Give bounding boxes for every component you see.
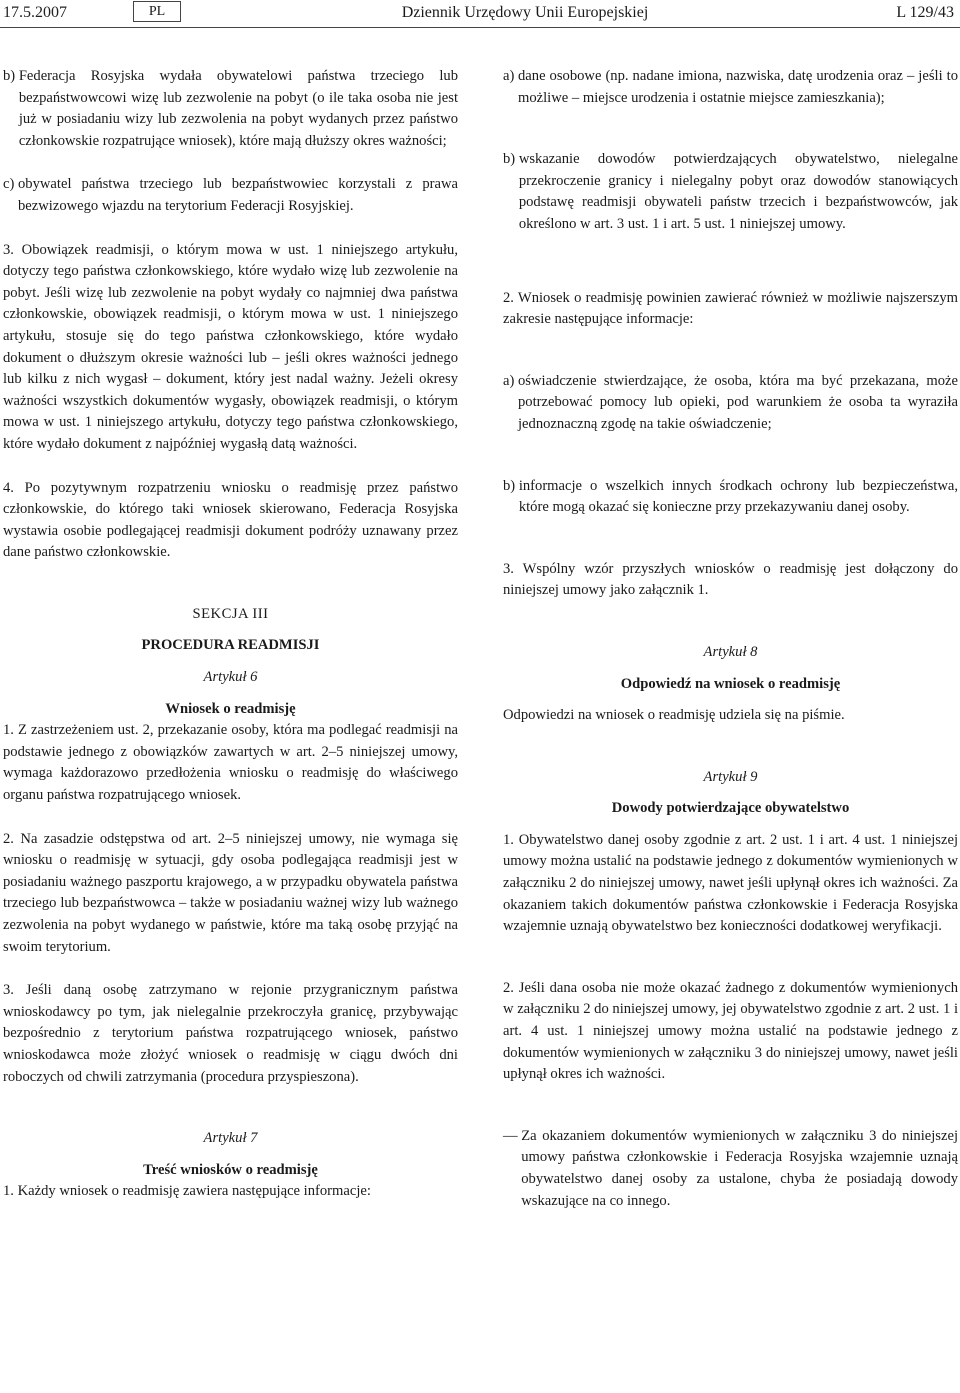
list-item-text: obywatel państwa trzeciego lub bezpaństwowiec korzystali z prawa bezwizowego wjazdu na terytorium Federacji Rosyjskiej.: [18, 176, 458, 214]
dash-item: [503, 1126, 958, 1212]
article-6-paragraph-3: 3. Jeśli daną osobę zatrzymano w rejonie przygranicznym państwa wnioskodawcy po tym, jak nielegalnie przekroczyła granicę, przybywając bezpośrednio z terytorium państwa rozpatrującego wniosek, państwo wnioskodawca może złożyć wniosek o readmisję w ciągu dwóch dni roboczych od chwili zatrzymania (procedura przyspieszona).: [3, 982, 458, 1085]
list-item-text: Federacja Rosyjska wydała obywatelowi państwa trzeciego lub bezpaństwowcowi wizę lub zezwolenie na pobyt (o ile taka osoba nie jest już w posiadaniu wizy lub zezwolenia na pobyt wydanych przez państwo członkowskie rozpatrujące wniosek), które mają dłuższy okres ważności;: [18, 68, 458, 149]
article-9-paragraph-1: 1. Obywatelstwo danej osoby zgodnie z art. 2 ust. 1 i art. 4 ust. 1 niniejszej umowy można ustalić na podstawie jednego z dokumentów wymienionych w załączniku 2 do niniejszej umowy, nawet jeśli upłynął okres ich ważności. Za okazaniem takich dokumentów państwa członkowskie i Federacja Rosyjska wzajemnie uznają obywatelstwo bez konieczności dodatkowej weryfikacji.: [503, 831, 958, 935]
list-marker: b): [503, 151, 519, 168]
article-8-label: Artykuł 8: [703, 643, 758, 660]
list-item-text: oświadczenie stwierdzające, że osoba, która ma być przekazana, może potrzebować pomocy lub opieki, pod warunkiem że osoba ta wyraziła jednoznaczną zgodę na takie oświadczenie;: [518, 372, 958, 432]
list-marker: b): [503, 477, 519, 494]
list-item-text: wskazanie dowodów potwierdzających obywatelstwo, nielegalne przekroczenie granicy i nielegalny pobyt oraz dowodów stanowiących podstawę readmisji obywateli państw trzecich i bezpaństwowców, jak określono w art. 3 ust. 1 i art. 5 ust. 1 niniejszej umowy.: [518, 151, 958, 232]
list-item-b2: [503, 476, 958, 519]
article-9-paragraph-2: 2. Jeśli dana osoba nie może okazać żadnego z dokumentów wymienionych w załączniku 2 do niniejszej umowy, jej obywatelstwo zgodnie z art. 2 ust. 1 i art. 4 ust. 1 niniejszej umowy można ustalić na podstawie jednego z dokumentów wymienionych w załączniku 3 do niniejszej umowy, nawet jeśli upłynął okres ich ważności.: [503, 979, 958, 1083]
dash-item-text: Za okazaniem dokumentów wymienionych w załączniku 3 do niniejszej umowy państwa członkowskie i Federacja Rosyjska wzajemnie uznają obywatelstwo danej osoby za ustalone, chyba że posiadają dowody wskazujące na co innego.: [521, 1127, 958, 1209]
list-item-b: [503, 149, 958, 235]
page-number: L 129/43: [896, 4, 954, 21]
article-6-title: Wniosek o readmisję: [165, 700, 296, 717]
article-7-label: Artykuł 7: [203, 1130, 258, 1147]
list-item-text: dane osobowe (np. nadane imiona, nazwiska, datę urodzenia oraz – jeśli to możliwe – miejsce urodzenia i ostatnie miejsce zamieszkania);: [518, 68, 958, 106]
article-9-title: Dowody potwierdzające obywatelstwo: [611, 800, 850, 817]
article-6-paragraph-2: 2. Na zasadzie odstępstwa od art. 2–5 niniejszej umowy, nie wymaga się wniosku o readmisję w sytuacji, gdy osoba podlegająca readmisji jest w posiadaniu ważnego paszportu krajowego, a w przypadku obywatela państwa trzeciego lub bezpaństwowca – także w posiadaniu ważnej wizy lub ważnego zezwolenia na pobyt wydanego w państwie, które ma taką osobę przyjąć na swoim terytorium.: [3, 830, 458, 955]
article-7-title: Treść wniosków o readmisję: [143, 1161, 318, 1178]
left-column: [3, 66, 458, 1203]
list-item-text: informacje o wszelkich innych środkach ochrony lub bezpieczeństwa, które mogą okazać się konieczne przy przekazywaniu danej osoby.: [518, 477, 958, 516]
list-item-c: [3, 174, 458, 217]
article-9-label: Artykuł 9: [703, 768, 758, 785]
journal-title: Dziennik Urzędowy Unii Europejskiej: [401, 4, 649, 21]
article-6-label: Artykuł 6: [203, 669, 258, 686]
list-item-a2: [503, 371, 958, 436]
paragraph-3: 3. Obowiązek readmisji, o którym mowa w ust. 1 niniejszego artykułu, dotyczy tego państwa członkowskiego, które wydało wizę lub zezwolenie na pobyt. Jeśli wizę lub zezwolenie na pobyt wydały co najmniej dwa państwa członkowskie, obowiązek readmisji, o którym mowa w ust. 1 niniejszego artykułu, stosuje się do tego państwa członkowskiego, które wydało dokument o dłuższym okresie ważności lub – jeśli okres ważności jednego lub kilku z nich wygasł – dokument, który jest nadal ważny. Jeżeli okresy ważności wszystkich dokumentów wygasły, obowiązek readmisji, o którym mowa w ust. 1 niniejszego artykułu, dotyczy tego państwa członkowskiego, które wydało dokument z najpóźniej wygasłą datą ważności.: [3, 241, 458, 452]
right-column: [503, 66, 958, 1212]
article-8-paragraph: Odpowiedzi na wniosek o readmisję udziela się na piśmie.: [503, 707, 845, 724]
dash-marker: —: [503, 1127, 522, 1144]
article-8-title: Odpowiedź na wniosek o readmisję: [620, 675, 841, 692]
list-marker: a): [503, 68, 518, 84]
publication-date: 17.5.2007: [3, 4, 67, 21]
list-item-b: [3, 66, 458, 152]
list-marker: a): [503, 372, 518, 389]
section-title: PROCEDURA READMISJI: [141, 637, 320, 654]
list-marker: c): [3, 176, 18, 193]
article-6-paragraph-1: 1. Z zastrzeżeniem ust. 2, przekazanie osoby, która ma podlegać readmisji na podstawie jednego z obowiązków zawartych w art. 2–5 niniejszej umowy, wymaga każdorazowo przedłożenia wniosku o readmisję do właściwego organu państwa rozpatrującego wniosek.: [3, 722, 458, 804]
language-box: PL: [133, 1, 181, 22]
header-rule: [0, 27, 960, 28]
list-marker: b): [3, 68, 19, 84]
paragraph-3: 3. Wspólny wzór przyszłych wniosków o readmisję jest dołączony do niniejszej umowy jako załącznik 1.: [503, 560, 958, 599]
paragraph-2: 2. Wniosek o readmisję powinien zawierać również w możliwie najszerszym zakresie następujące informacje:: [503, 289, 958, 328]
list-item-a: [503, 66, 958, 109]
paragraph-4: 4. Po pozytywnym rozpatrzeniu wniosku o readmisję przez państwo członkowskie, do którego taki wniosek skierowano, Federacja Rosyjska wystawia osobie podlegającej readmisji dokument podróży uznawany przez dane państwo członkowskie.: [3, 479, 458, 561]
article-7-paragraph-1: 1. Każdy wniosek o readmisję zawiera następujące informacje:: [3, 1183, 371, 1200]
page-header: [0, 0, 960, 40]
section-label: SEKCJA III: [192, 605, 269, 622]
